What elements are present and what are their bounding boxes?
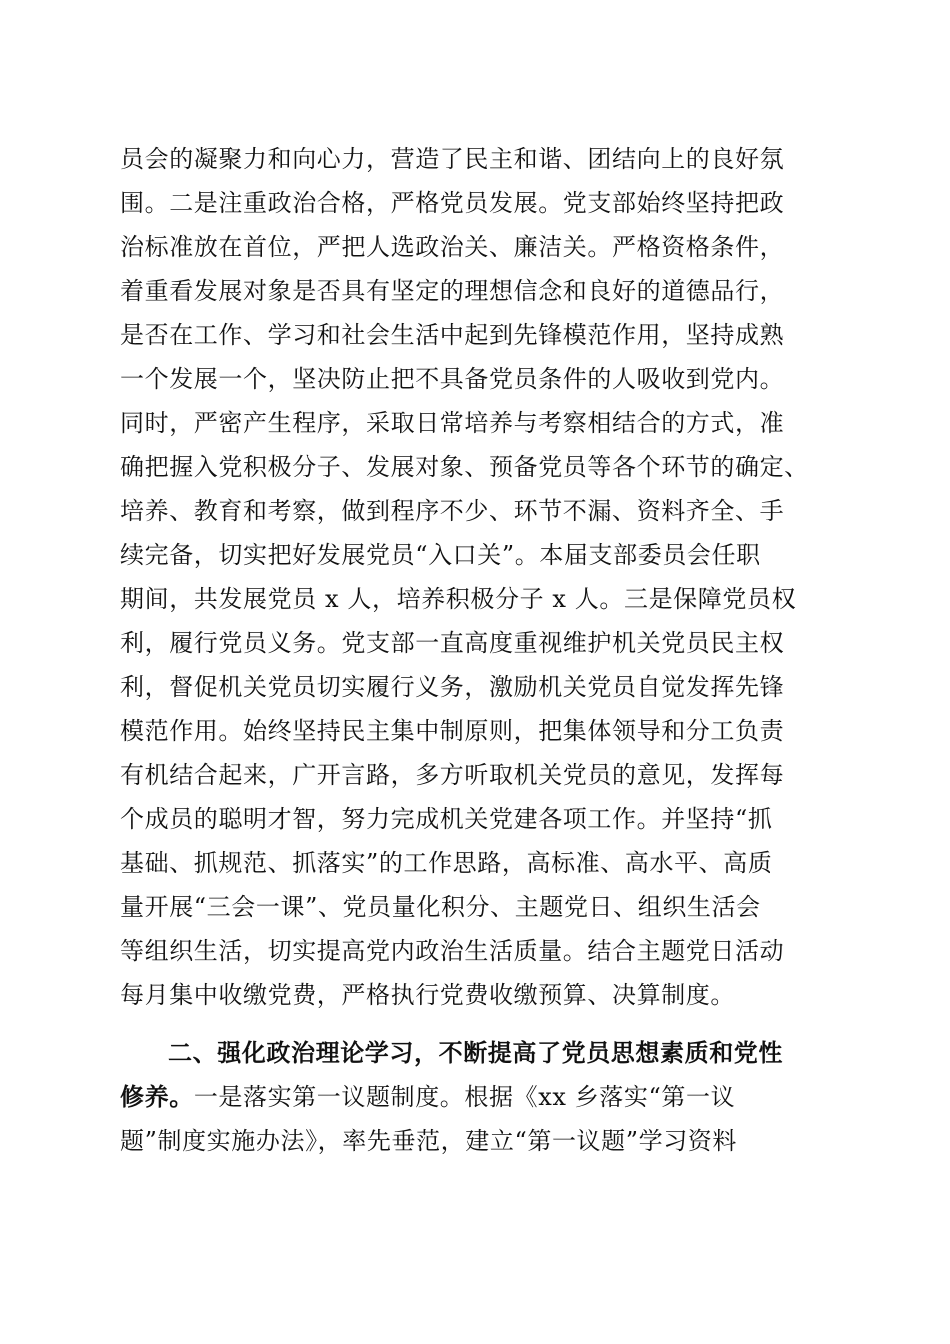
paragraph-line: 利，履行党员义务。党支部一直高度重视维护机关党员民主权	[120, 629, 785, 657]
paragraph-line: 培养、教育和考察，做到程序不少、环节不漏、资料齐全、手	[120, 497, 785, 525]
paragraph-line: 续完备，切实把好发展党员“入口关”。本届支部委员会任职	[120, 541, 761, 569]
paragraph-line: 围。二是注重政治合格，严格党员发展。党支部始终坚持把政	[120, 189, 785, 217]
section-heading-tail: 修养。	[120, 1083, 194, 1111]
paragraph-line: 有机结合起来，广开言路，多方听取机关党员的意见，发挥每	[120, 761, 785, 789]
paragraph-line: 等组织生活，切实提高党内政治生活质量。结合主题党日活动	[120, 937, 785, 965]
paragraph-line: 是否在工作、学习和社会生活中起到先锋模范作用，坚持成熟	[120, 321, 785, 349]
paragraph-line: 题”制度实施办法》，率先垂范，建立“第一议题”学习资料	[120, 1127, 738, 1155]
paragraph-line: 治标准放在首位，严把人选政治关、廉洁关。严格资格条件，	[120, 233, 785, 261]
paragraph-line: 确把握入党积极分子、发展对象、预备党员等各个环节的确定、	[120, 453, 809, 481]
section-heading-continued	[120, 1077, 840, 1117]
section-heading: 二、强化政治理论学习，不断提高了党员思想素质和党性	[168, 1039, 783, 1067]
paragraph-line: 每月集中收缴党费，严格执行党费收缴预算、决算制度。	[120, 981, 735, 1009]
paragraph-line: 期间，共发展党员 x 人，培养积极分子 x 人。三是保障党员权	[120, 585, 797, 613]
paragraph-line: 一个发展一个，坚决防止把不具备党员条件的人吸收到党内。	[120, 365, 785, 393]
paragraph-line: 基础、抓规范、抓落实”的工作思路，高标准、高水平、高质	[120, 849, 773, 877]
paragraph-line: 量开展“三会一课”、党员量化积分、主题党日、组织生活会	[120, 893, 761, 921]
paragraph-line: 员会的凝聚力和向心力，营造了民主和谐、团结向上的良好氛	[120, 145, 785, 173]
paragraph-line: 着重看发展对象是否具有坚定的理想信念和良好的道德品行，	[120, 277, 785, 305]
paragraph-line: 同时，严密产生程序，采取日常培养与考察相结合的方式，准	[120, 409, 785, 437]
paragraph-text: 一是落实第一议题制度。根据《xx 乡落实“第一议	[193, 1083, 736, 1111]
paragraph-line: 个成员的聪明才智，努力完成机关党建各项工作。并坚持“抓	[120, 805, 773, 833]
paragraph-line: 利，督促机关党员切实履行义务，激励机关党员自觉发挥先锋	[120, 673, 785, 701]
paragraph-line: 模范作用。始终坚持民主集中制原则，把集体领导和分工负责	[120, 717, 785, 745]
